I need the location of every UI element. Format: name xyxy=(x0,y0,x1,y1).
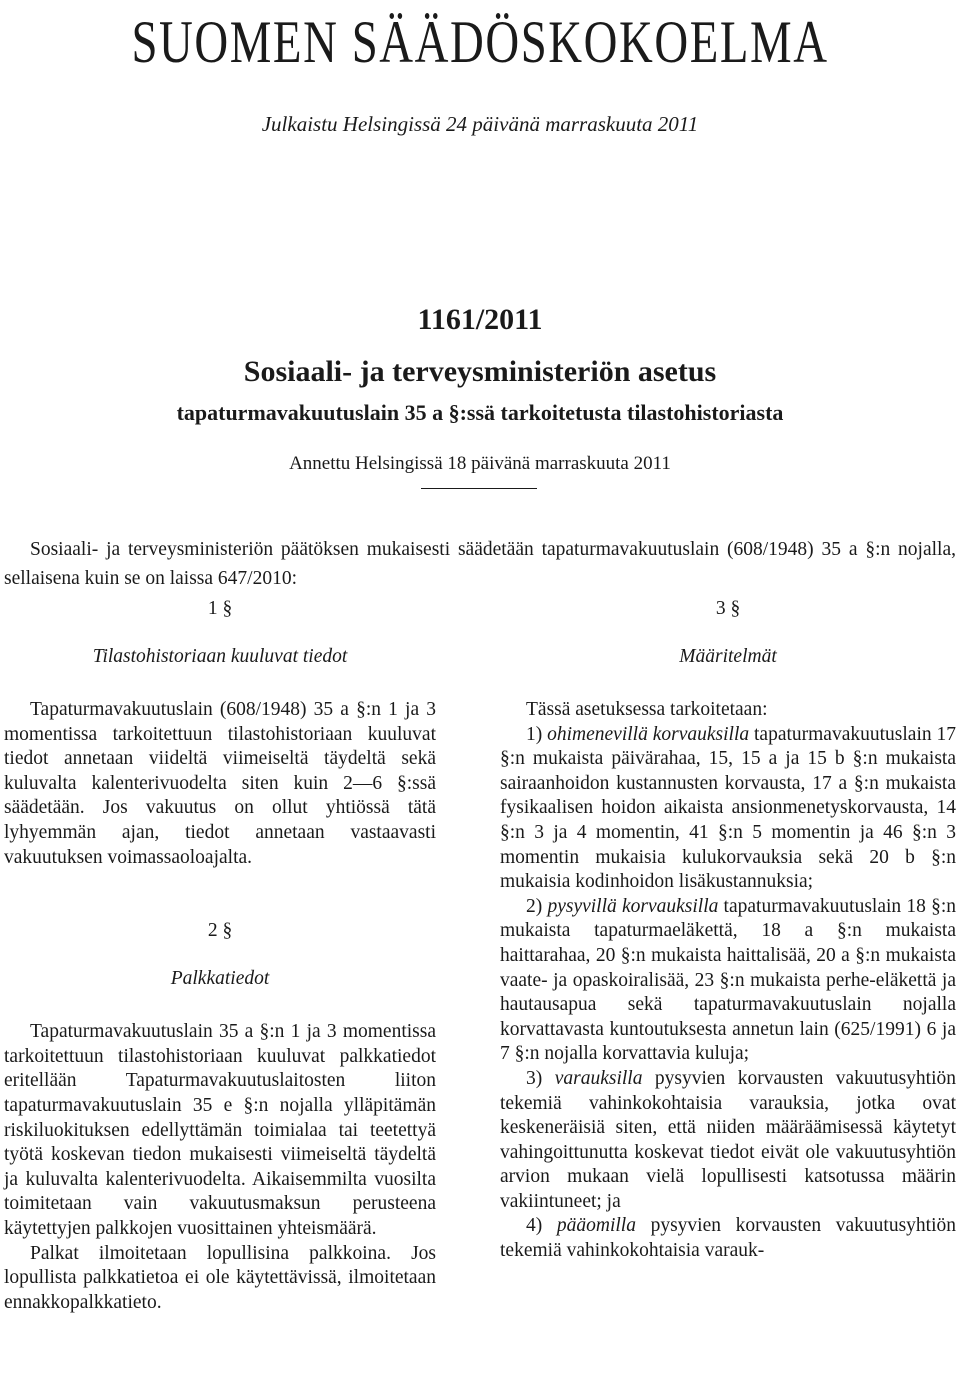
section-3-intro: Tässä asetuksessa tarkoitetaan: xyxy=(526,699,768,720)
section-2-text-1: Tapaturmavakuutuslain 35 a §:n 1 ja 3 momentissa tarkoitettuun tilastohistoriaan kuuluvat palkkatiedot eritellään Tapaturmavakuutuslaitosten liiton tapaturmavakuutuslain 35 e §:n nojalla ylläpitämän riskiluokituksen edellyttämän toimialaa tai teetettyä työtä koskevan tiedon mukaisesti viimeiseltä täydeltä ja kuluvalta kalenterivuodelta. Aikaisemmilta vuosilta toimitetaan vain vakuutusmaksun perusteena käytettyjen palkkojen vuosittainen yhteismäärä. xyxy=(4,1021,436,1239)
document-title: Sosiaali- ja terveysministeriön asetus xyxy=(243,355,717,388)
given-date: Annettu Helsingissä 18 päivänä marraskuuta 2011 xyxy=(289,453,671,474)
right-column xyxy=(500,588,956,1264)
definition-term: varauksilla xyxy=(554,1067,643,1089)
definition-prefix: 3) xyxy=(526,1067,555,1089)
preamble: Sosiaali- ja terveysministeriön päätöksen mukaisesti säädetään tapaturmavakuutuslain (608/1948) 35 a §:n nojalla, sellaisena kuin se on laissa 647/2010: xyxy=(4,538,956,589)
definition-text: tapaturmavakuutuslain 17 §:n mukaista päivärahaa, 15, 15 a ja 15 b §:n mukaista sairaanhoidon kustannusten korvausta, 17 a §:n mukaista fysikaalisen hoidon aikaista ansionmenetyskorvausta, 14 §:n 3 ja 4 momentin, 41 §:n 5 momentin ja 46 §:n 3 momentin mukaisia kulukorvauksia sekä 20 b §:n mukaisia kodinhoidon lisäkustannuksia; xyxy=(500,723,956,893)
left-column xyxy=(4,588,436,1315)
definition-text: pysyvien korvausten vakuutusyhtiön tekemiä vahinkokohtaisia varauksia, jotka ovat keskeneräisiä siten, että niiden määräämisessä käytetyt vahingoittunutta koskevat tiedot eivät ole vakuutusyhtiön arvion mukaan vielä lopullisesti katsotussa määrin vakiintuneet; ja xyxy=(500,1067,957,1212)
section-2-number: 2 § xyxy=(207,920,233,942)
definition-prefix: 4) xyxy=(526,1215,557,1237)
definition-prefix: 1) xyxy=(526,723,548,745)
definition-term: pysyvillä korvauksilla xyxy=(547,895,719,917)
section-3-number: 3 § xyxy=(715,598,741,619)
section-1-number: 1 § xyxy=(207,598,233,619)
document-subtitle: tapaturmavakuutuslain 35 a §:ssä tarkoitetusta tilastohistoriasta xyxy=(176,400,784,425)
publication-date: Julkaistu Helsingissä 24 päivänä marraskuuta 2011 xyxy=(261,112,699,136)
section-1-title: Tilastohistoriaan kuuluvat tiedot xyxy=(92,646,348,667)
definition-item xyxy=(500,723,956,895)
divider-rule xyxy=(421,488,537,489)
document-number: 1161/2011 xyxy=(417,303,543,336)
section-1-text: Tapaturmavakuutuslain (608/1948) 35 a §:n 1 ja 3 momentissa tarkoitettuun tilastohistoriaan kuuluvat tiedot annetaan viideltä viimeiseltä täydeltä sekä kuluvalta kalenterivuodelta siten kuin 2—6 §:ssä säädetään. Jos vakuutus on ollut yhtiössä tätä lyhyemmän ajan, tiedot annetaan vastaavasti vakuutuksen voimassaoloajalta. xyxy=(4,699,436,868)
section-gap xyxy=(4,870,436,910)
publication-masthead: SUOMEN SÄÄDÖSKOKOELMA xyxy=(131,9,829,75)
definition-text: tapaturmavakuutuslain 18 §:n mukaista tapaturmaeläkettä, 18 a §:n mukaista haittarahaa, 20 §:n mukaista haittalisää, 20 a §:n mukaista vaate- ja opaskoiralisää, 23 §:n mukaista perhe-eläkettä ja hautausapua sekä tapaturmavakuutuslain nojalla korvattavasta kuntoutuksesta annetun lain (625/1991) 6 ja 7 §:n nojalla korvattavia kuluja; xyxy=(500,895,956,1065)
section-2-title: Palkkatiedot xyxy=(170,968,270,990)
definition-item xyxy=(500,1067,956,1215)
section-3-title: Määritelmät xyxy=(679,646,777,667)
definition-term: pääomilla xyxy=(556,1215,636,1237)
definition-item xyxy=(500,895,956,1067)
definition-text: pysyvien korvausten vakuutusyhtiön tekemiä vahinkokohtaisia varauk- xyxy=(500,1215,956,1262)
definition-item xyxy=(500,1214,956,1263)
definition-term: ohimenevillä korvauksilla xyxy=(547,723,750,745)
section-2-text-2: Palkat ilmoitetaan lopullisina palkkoina. Jos lopullista palkkatietoa ei ole käytettävissä, ilmoitetaan ennakkopalkkatieto. xyxy=(4,1242,436,1313)
definition-prefix: 2) xyxy=(526,895,548,917)
